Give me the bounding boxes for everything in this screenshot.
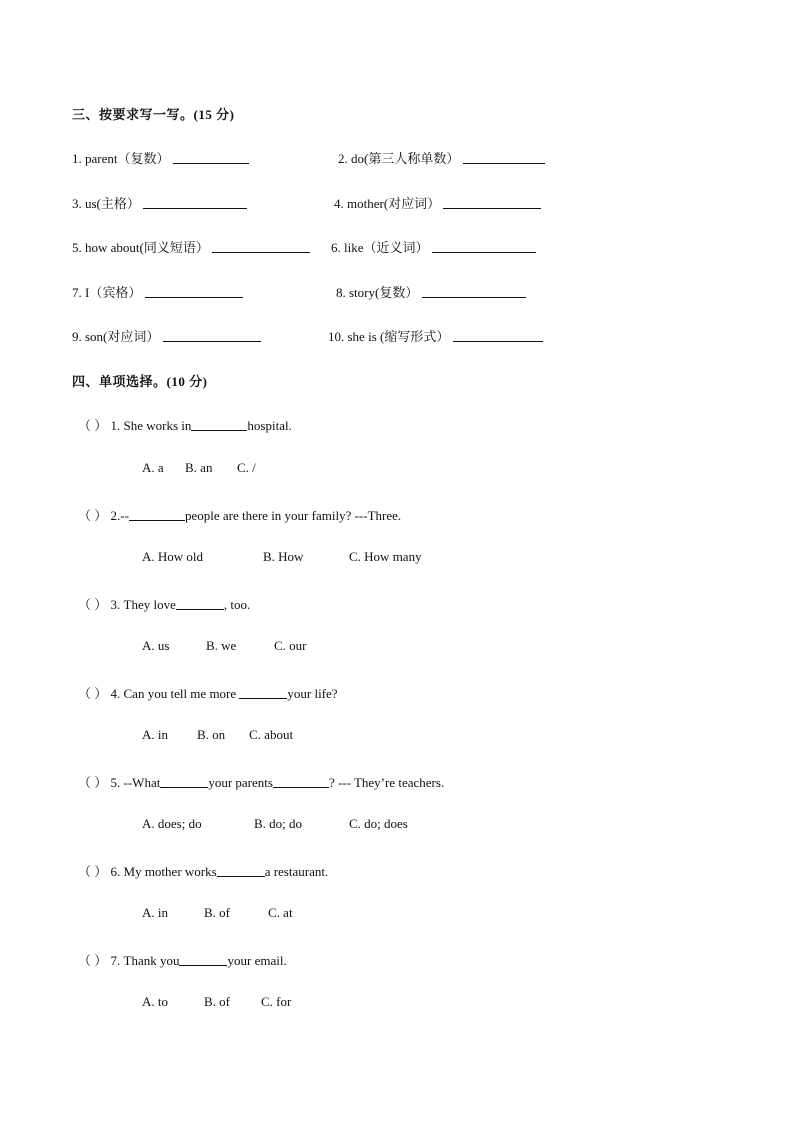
fill-item-7 [72, 282, 243, 301]
option-c[interactable]: C. our [274, 638, 307, 653]
answer-blank[interactable] [443, 207, 541, 209]
question-text-part: your parents [208, 775, 273, 790]
option-c[interactable]: C. for [261, 994, 292, 1009]
section-3-heading: 三、按要求写一写。(15 分) [72, 107, 235, 122]
answer-blank[interactable] [432, 251, 536, 253]
question-7 [78, 950, 287, 969]
option-b[interactable]: B. on [197, 727, 226, 742]
option-c[interactable]: C. about [249, 727, 294, 742]
question-text-part: , too. [223, 597, 251, 612]
fill-item-label: 4. mother(对应词） [334, 196, 441, 211]
question-text-part: ? --- They’re teachers. [328, 775, 445, 790]
fill-item-label: 8. story(复数） [336, 285, 419, 300]
answer-blank[interactable] [163, 340, 261, 342]
answer-bracket[interactable]: （ ） [78, 418, 108, 433]
question-text-part: 4. Can you tell me more [110, 686, 240, 701]
question-blank [176, 608, 224, 610]
fill-item-1 [72, 148, 249, 167]
option-b[interactable]: B. of [204, 905, 230, 920]
fill-item-5 [72, 237, 310, 256]
option-c[interactable]: C. at [268, 905, 293, 920]
answer-blank[interactable] [422, 296, 526, 298]
question-blank [217, 875, 265, 877]
fill-item-label: 6. like（近义词） [331, 240, 429, 255]
fill-item-label: 7. I（宾格） [72, 285, 142, 300]
question-blank [239, 697, 287, 699]
answer-blank[interactable] [173, 162, 249, 164]
option-b[interactable]: B. an [185, 460, 213, 475]
option-a[interactable]: A. How old [142, 549, 204, 564]
question-text-part: 1. She works in [110, 418, 192, 433]
option-c[interactable]: C. / [237, 460, 256, 475]
option-a[interactable]: A. to [142, 994, 168, 1009]
answer-blank[interactable] [145, 296, 243, 298]
option-b[interactable]: B. How [263, 549, 304, 564]
question-blank [179, 964, 227, 966]
fill-item-10 [328, 326, 543, 345]
fill-item-9 [72, 326, 261, 345]
question-text-part: people are there in your family? ---Three. [184, 508, 402, 523]
option-b[interactable]: B. we [206, 638, 237, 653]
answer-bracket[interactable]: （ ） [78, 775, 108, 790]
option-c[interactable]: C. do; does [349, 816, 408, 831]
question-4 [78, 683, 338, 702]
answer-bracket[interactable]: （ ） [78, 686, 108, 701]
answer-blank[interactable] [453, 340, 543, 342]
fill-item-6 [331, 237, 536, 256]
option-a[interactable]: A. a [142, 460, 164, 475]
option-b[interactable]: B. do; do [254, 816, 303, 831]
question-blank [129, 519, 185, 521]
answer-bracket[interactable]: （ ） [78, 597, 108, 612]
fill-item-label: 1. parent（复数） [72, 151, 170, 166]
question-2 [78, 505, 401, 524]
option-b[interactable]: B. of [204, 994, 230, 1009]
question-text-part: 7. Thank you [110, 953, 180, 968]
question-text-part: 6. My mother works [110, 864, 217, 879]
question-3 [78, 594, 250, 613]
question-1 [78, 415, 292, 434]
question-text-part: 5. --What [110, 775, 161, 790]
fill-item-label: 5. how about(同义短语） [72, 240, 209, 255]
fill-item-label: 3. us(主格） [72, 196, 140, 211]
question-blank [273, 786, 329, 788]
option-a[interactable]: A. does; do [142, 816, 202, 831]
fill-item-8 [336, 282, 526, 301]
option-c[interactable]: C. How many [349, 549, 422, 564]
question-6 [78, 861, 328, 880]
question-text-part: hospital. [247, 418, 292, 433]
question-text-part: your email. [227, 953, 287, 968]
fill-item-label: 10. she is (缩写形式） [328, 329, 450, 344]
question-text-part: 3. They love [110, 597, 176, 612]
question-text-part: 2.-- [110, 508, 129, 523]
fill-item-label: 2. do(第三人称单数） [338, 151, 460, 166]
answer-blank[interactable] [212, 251, 310, 253]
option-a[interactable]: A. us [142, 638, 170, 653]
fill-item-label: 9. son(对应词） [72, 329, 160, 344]
fill-item-2 [338, 148, 545, 167]
section-4-heading: 四、单项选择。(10 分) [72, 374, 208, 389]
answer-bracket[interactable]: （ ） [78, 864, 108, 879]
question-text-part: a restaurant. [264, 864, 329, 879]
question-blank [191, 429, 247, 431]
question-text-part: your life? [287, 686, 338, 701]
option-a[interactable]: A. in [142, 727, 168, 742]
question-blank [160, 786, 208, 788]
option-a[interactable]: A. in [142, 905, 168, 920]
answer-blank[interactable] [143, 207, 247, 209]
answer-bracket[interactable]: （ ） [78, 508, 108, 523]
fill-item-3 [72, 193, 247, 212]
fill-item-4 [334, 193, 541, 212]
answer-bracket[interactable]: （ ） [78, 953, 108, 968]
question-5 [78, 772, 444, 791]
answer-blank[interactable] [463, 162, 545, 164]
